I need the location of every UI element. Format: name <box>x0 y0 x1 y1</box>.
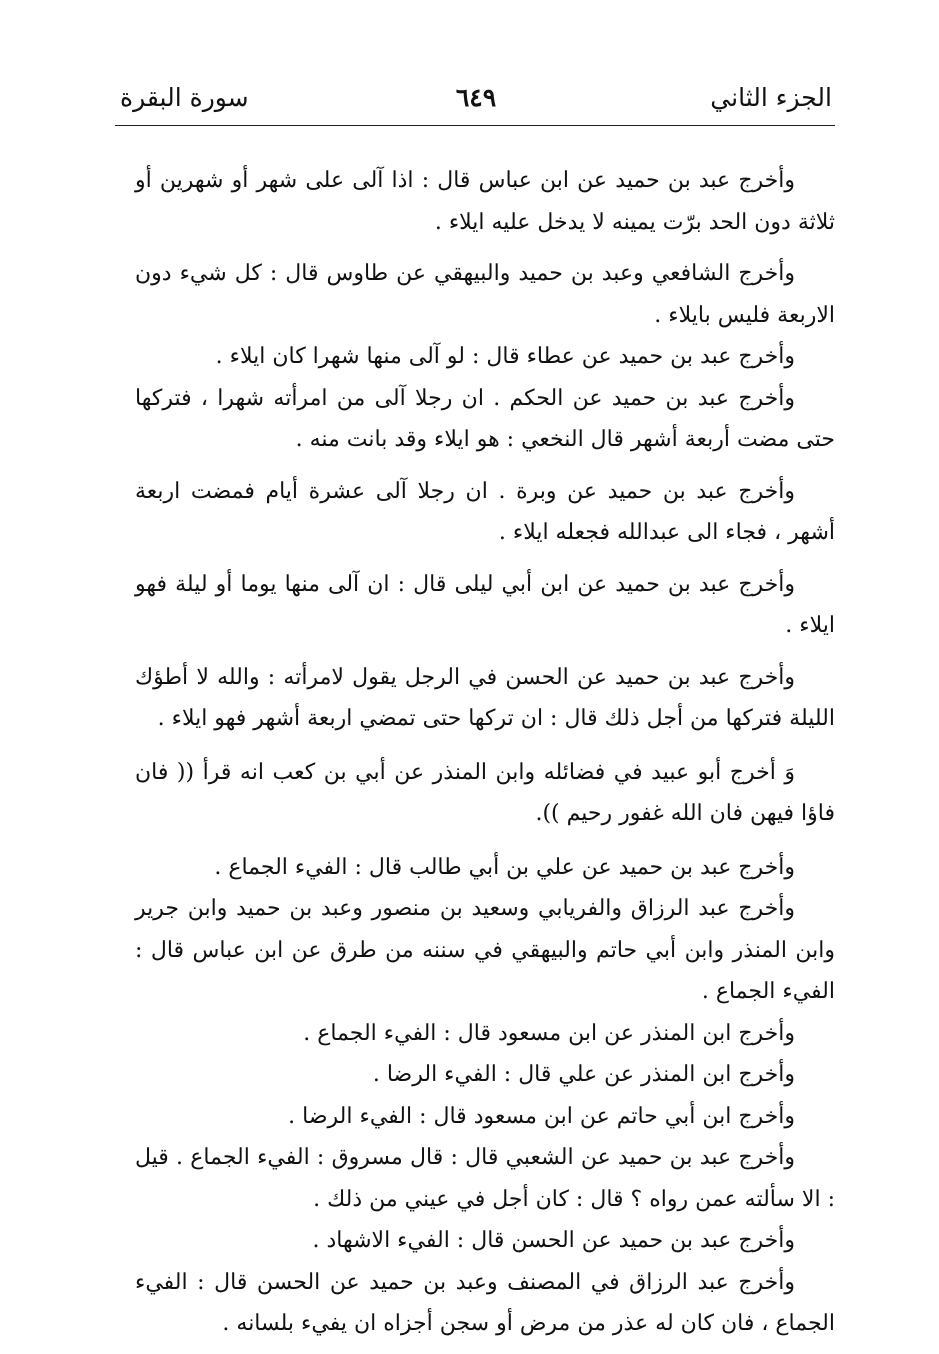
paragraph: وأخرج عبد بن حميد عن الشعبي قال : قال مسروق : الفيء الجماع . قيل : الا سألته عمن رواه ؟ قال : كان أجل في عيني من ذلك . <box>135 1145 835 1212</box>
paragraph: وأخرج ابن المنذر عن ابن مسعود قال : الفيء الجماع . <box>303 1020 795 1046</box>
surah-label: سورة البقرة <box>120 83 249 112</box>
page-body <box>135 160 835 1345</box>
paragraph: وأخرج عبد الرزاق والفريابي وسعيد بن منصور وعبد بن حميد وابن جرير وابن المنذر وابن أبي حاتم والبيهقي في سننه من طرق عن ابن عباس قال : الفيء الجماع . <box>135 896 835 1004</box>
paragraph: وأخرج عبد بن حميد عن ابن عباس قال : اذا آلى على شهر أو شهرين أو ثلاثة دون الحد برّت يمينه لا يدخل عليه ايلاء . <box>135 168 835 235</box>
paragraph: وأخرج ابن المنذر عن علي قال : الفيء الرضا . <box>372 1062 795 1087</box>
running-header <box>120 80 832 120</box>
paragraph: وأخرج عبد بن حميد عن الحسن قال : الفيء الاشهاد . <box>312 1228 795 1253</box>
paragraph: وأخرج عبد بن حميد عن علي بن أبي طالب قال : الفيء الجماع . <box>214 854 795 880</box>
paragraph: وأخرج عبد بن حميد عن الحسن في الرجل يقول لامرأته : والله لا أطؤك الليلة فتركها من أجل ذلك قال : ان تركها حتى تمضي اربعة أشهر فهو ايلاء . <box>135 664 835 731</box>
paragraph: وأخرج عبد بن حميد عن ابن أبي ليلى قال : ان آلى منها يوما أو ليلة فهو ايلاء . <box>135 571 835 638</box>
paragraph: وأخرج عبد بن حميد عن وبرة . ان رجلا آلى عشرة أيام فمضت اربعة أشهر ، فجاء الى عبدالله فجعله ايلاء . <box>135 478 835 545</box>
paragraph: وأخرج ابن أبي حاتم عن ابن مسعود قال : الفيء الرضا . <box>288 1103 795 1129</box>
paragraph: وَ أخرج أبو عبيد في فضائله وابن المنذر عن أبي بن كعب انه قرأ (( فان فاؤا فيهن فان الله غفور رحيم )). <box>135 759 835 826</box>
header-rule <box>115 125 835 126</box>
paragraph: وأخرج عبد بن حميد عن الحكم . ان رجلا آلى من امرأته شهرا ، فتركها حتى مضت أربعة أشهر قال النخعي : هو ايلاء وقد بانت منه . <box>135 385 835 452</box>
page-number: ٦٤٩ <box>455 83 497 112</box>
paragraph: وأخرج عبد الرزاق في المصنف وعبد بن حميد عن الحسن قال : الفيء الجماع ، فان كان له عذر من مرض أو سجن أجزاه ان يفيء بلسانه . <box>135 1269 835 1336</box>
part-label: الجزء الثاني <box>710 83 832 112</box>
paragraph: وأخرج الشافعي وعبد بن حميد والبيهقي عن طاوس قال : كل شيء دون الاربعة فليس بايلاء . <box>135 261 835 328</box>
paragraph: وأخرج عبد بن حميد عن عطاء قال : لو آلى منها شهرا كان ايلاء . <box>215 344 795 369</box>
